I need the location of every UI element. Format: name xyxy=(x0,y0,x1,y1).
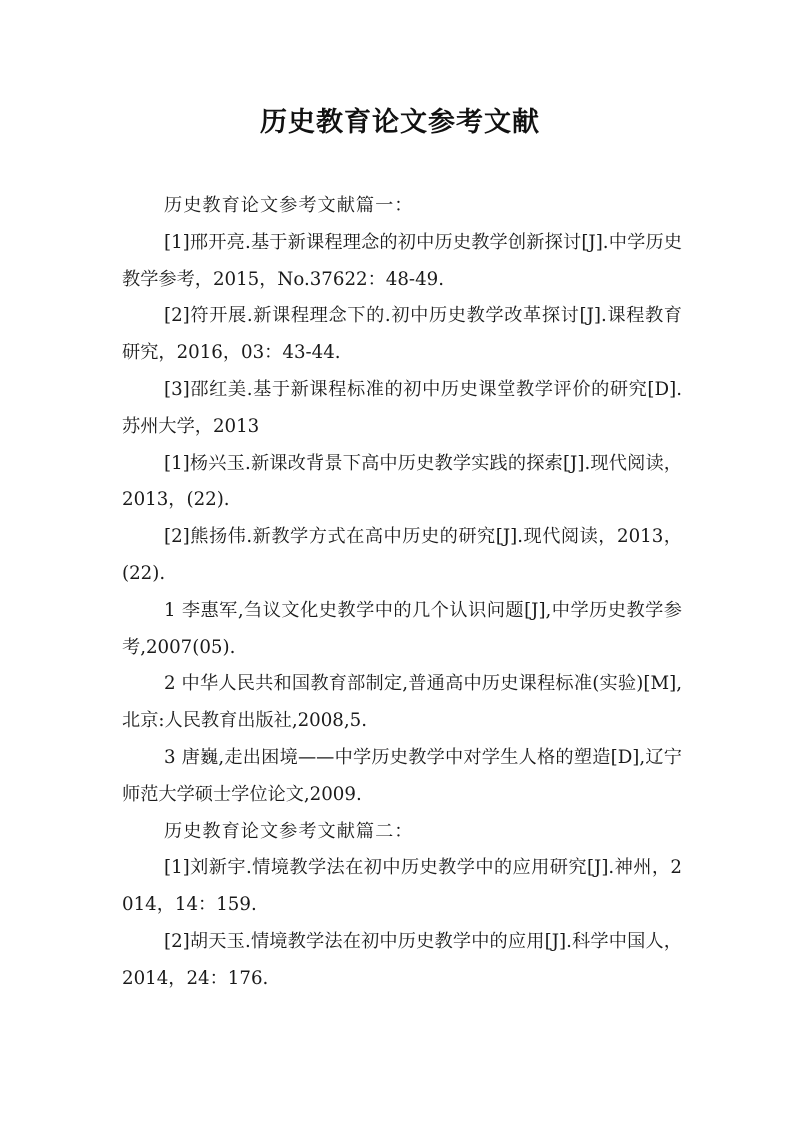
reference-item: 2 中华人民共和国教育部制定,普通高中历史课程标准(实验)[M],北京:人民教育出版社,2008,5. xyxy=(122,673,682,732)
reference-item: [2]符开展.新课程理念下的.初中历史教学改革探讨[J].课程教育研究，2016，03：43-44. xyxy=(122,305,682,364)
document-body xyxy=(122,188,682,998)
reference-item: [1]邢开亮.基于新课程理念的初中历史教学创新探讨[J].中学历史教学参考，2015，No.37622：48-49. xyxy=(122,231,682,290)
reference-item: 3 唐巍,走出困境——中学历史教学中对学生人格的塑造[D],辽宁师范大学硕士学位论文,2009. xyxy=(122,746,682,805)
section-heading-1: 历史教育论文参考文献篇一： xyxy=(164,195,414,216)
reference-item: [3]邵红美.基于新课程标准的初中历史课堂教学评价的研究[D].苏州大学，2013 xyxy=(122,378,682,437)
reference-item: [2]熊扬伟.新教学方式在高中历史的研究[J].现代阅读，2013，(22). xyxy=(122,526,682,584)
section-heading-2: 历史教育论文参考文献篇二： xyxy=(164,820,414,842)
document-title: 历史教育论文参考文献 xyxy=(260,107,540,138)
reference-item: [2]胡天玉.情境教学法在初中历史教学中的应用[J].科学中国人，2014，24：176. xyxy=(122,930,682,989)
reference-item: [1]刘新宇.情境教学法在初中历史教学中的应用研究[J].神州，2014，14：159. xyxy=(122,857,682,916)
reference-item: 1 李惠军,刍议文化史教学中的几个认识问题[J],中学历史教学参考,2007(05). xyxy=(122,599,682,658)
reference-item: [1]杨兴玉.新课改背景下高中历史教学实践的探索[J].现代阅读，2013，(22). xyxy=(122,452,682,511)
